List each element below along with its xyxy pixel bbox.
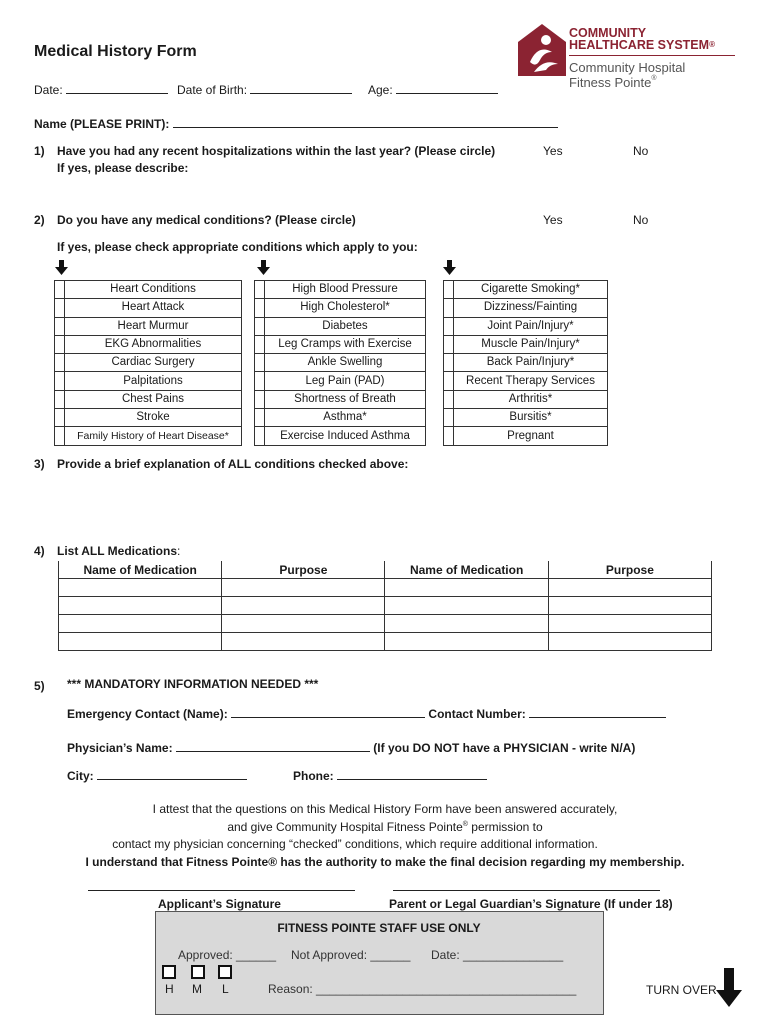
staff-date[interactable]: Date: _______________ [431, 948, 564, 962]
medications-cell[interactable] [548, 579, 711, 597]
q1-text: Have you had any recent hospitalizations within the last year? (Please circle) [57, 144, 496, 158]
condition-checkbox[interactable] [255, 281, 265, 299]
medications-cell[interactable] [222, 579, 385, 597]
medications-cell[interactable] [59, 579, 222, 597]
logo-line4: Fitness Pointe [569, 75, 652, 90]
logo-line2-wrap [569, 39, 715, 51]
date-input-line[interactable] [66, 82, 168, 94]
q5-mandatory: *** MANDATORY INFORMATION NEEDED *** [67, 677, 319, 691]
condition-label: Arthritis* [454, 390, 608, 408]
logo-mark-icon [516, 22, 568, 78]
q2-instruction: If yes, please check appropriate conditions which apply to you: [57, 240, 418, 254]
condition-row [55, 335, 242, 353]
physician-note: (If you DO NOT have a PHYSICIAN - write N/A) [373, 741, 636, 755]
condition-checkbox[interactable] [444, 372, 454, 390]
age-label: Age: [368, 83, 393, 97]
emergency-contact-label: Emergency Contact (Name): [67, 707, 228, 721]
condition-checkbox[interactable] [55, 299, 65, 317]
condition-label: Asthma* [265, 409, 426, 427]
condition-row [444, 427, 608, 445]
condition-row [255, 335, 426, 353]
staff-reason[interactable]: Reason: _______________________________________ [268, 982, 577, 996]
medications-row [59, 579, 712, 597]
condition-row [55, 427, 242, 445]
dob-field[interactable] [177, 82, 352, 97]
condition-checkbox[interactable] [444, 409, 454, 427]
condition-checkbox[interactable] [255, 317, 265, 335]
city-line[interactable] [97, 768, 247, 780]
attest-line-2b: permission to [467, 820, 543, 834]
checkbox-h-label: H [165, 982, 174, 996]
q3-text: Provide a brief explanation of ALL conditions checked above: [57, 457, 409, 471]
condition-label: High Cholesterol* [265, 299, 426, 317]
q1-followup: If yes, please describe: [57, 161, 189, 175]
condition-row [255, 281, 426, 299]
q4-title-wrap [57, 544, 180, 558]
turn-over-arrow-icon [716, 968, 742, 1008]
medications-row [59, 633, 712, 651]
condition-row [55, 390, 242, 408]
page-title: Medical History Form [34, 43, 197, 60]
condition-label: Diabetes [265, 317, 426, 335]
medications-header: Purpose [548, 561, 711, 579]
medications-cell[interactable] [548, 597, 711, 615]
condition-checkbox[interactable] [444, 335, 454, 353]
date-label: Date: [34, 83, 63, 97]
condition-checkbox[interactable] [55, 354, 65, 372]
condition-row [55, 299, 242, 317]
conditions-table-2 [254, 280, 426, 446]
city-field[interactable] [67, 768, 247, 783]
condition-label: Exercise Induced Asthma [265, 427, 426, 445]
condition-checkbox[interactable] [255, 335, 265, 353]
q1-number: 1) [34, 144, 45, 158]
condition-checkbox[interactable] [444, 390, 454, 408]
condition-row [255, 354, 426, 372]
condition-label: EKG Abnormalities [65, 335, 242, 353]
condition-checkbox[interactable] [255, 299, 265, 317]
condition-label: Joint Pain/Injury* [454, 317, 608, 335]
logo-line4-wrap [569, 75, 657, 90]
medications-cell[interactable] [59, 615, 222, 633]
age-input-line[interactable] [396, 82, 498, 94]
condition-checkbox[interactable] [444, 317, 454, 335]
condition-checkbox[interactable] [255, 409, 265, 427]
attest-line-2a: and give Community Hospital Fitness Pointe [227, 820, 463, 834]
condition-label: Cigarette Smoking* [454, 281, 608, 299]
logo-registered: ® [709, 40, 715, 49]
condition-checkbox[interactable] [55, 317, 65, 335]
dob-input-line[interactable] [250, 82, 352, 94]
condition-row [444, 335, 608, 353]
condition-row [255, 409, 426, 427]
condition-row [444, 390, 608, 408]
contact-number-label: Contact Number: [428, 707, 526, 721]
medications-row [59, 615, 712, 633]
checkbox-h[interactable] [162, 965, 176, 979]
medications-cell[interactable] [222, 597, 385, 615]
medications-cell[interactable] [548, 633, 711, 651]
condition-label: Recent Therapy Services [454, 372, 608, 390]
condition-label: Heart Attack [65, 299, 242, 317]
medications-cell[interactable] [385, 597, 548, 615]
condition-label: Leg Pain (PAD) [265, 372, 426, 390]
condition-checkbox[interactable] [255, 427, 265, 445]
condition-row [55, 317, 242, 335]
condition-row [444, 372, 608, 390]
medications-cell[interactable] [385, 633, 548, 651]
condition-checkbox[interactable] [55, 281, 65, 299]
condition-checkbox[interactable] [444, 299, 454, 317]
condition-row [255, 299, 426, 317]
q3-number: 3) [34, 457, 45, 471]
name-input-line[interactable] [173, 116, 558, 128]
q2-yes-option[interactable]: Yes [543, 213, 563, 227]
phone-field[interactable] [293, 768, 487, 783]
down-arrow-icon [55, 260, 69, 276]
dob-label: Date of Birth: [177, 83, 248, 97]
condition-label: High Blood Pressure [265, 281, 426, 299]
q2-text: Do you have any medical conditions? (Please circle) [57, 213, 356, 227]
condition-label: Back Pain/Injury* [454, 354, 608, 372]
condition-label: Cardiac Surgery [65, 354, 242, 372]
condition-label: Bursitis* [454, 409, 608, 427]
condition-label: Ankle Swelling [265, 354, 426, 372]
logo-line1: COMMUNITY [569, 26, 647, 40]
condition-checkbox[interactable] [255, 372, 265, 390]
logo-line3: Community Hospital [569, 60, 686, 75]
logo-divider [569, 55, 735, 56]
contact-number-line[interactable] [529, 706, 666, 718]
condition-checkbox[interactable] [55, 335, 65, 353]
condition-checkbox[interactable] [444, 427, 454, 445]
age-field[interactable] [368, 82, 498, 97]
staff-title: FITNESS POINTE STAFF USE ONLY [277, 921, 481, 935]
phone-line[interactable] [337, 768, 487, 780]
condition-row [55, 354, 242, 372]
medications-cell[interactable] [548, 615, 711, 633]
medications-cell[interactable] [222, 633, 385, 651]
turn-over-label: TURN OVER [646, 983, 717, 997]
down-arrow-icon [443, 260, 457, 276]
condition-label: Dizziness/Fainting [454, 299, 608, 317]
medications-cell[interactable] [385, 615, 548, 633]
medications-header-row [59, 561, 712, 579]
phone-label: Phone: [293, 769, 334, 783]
date-field[interactable] [34, 82, 168, 97]
condition-label: Chest Pains [65, 390, 242, 408]
checkbox-l[interactable] [218, 965, 232, 979]
condition-label: Heart Conditions [65, 281, 242, 299]
condition-label: Stroke [65, 409, 242, 427]
medications-cell[interactable] [385, 579, 548, 597]
emergency-contact-field[interactable] [67, 706, 666, 721]
condition-label: Leg Cramps with Exercise [265, 335, 426, 353]
guardian-signature-label: Parent or Legal Guardian’s Signature (If under 18) [389, 897, 673, 911]
condition-checkbox[interactable] [55, 372, 65, 390]
physician-label: Physician’s Name: [67, 741, 173, 755]
condition-checkbox[interactable] [255, 390, 265, 408]
condition-row [444, 409, 608, 427]
medications-cell[interactable] [59, 633, 222, 651]
checkbox-l-label: L [222, 982, 229, 996]
logo [516, 22, 746, 102]
condition-row [255, 372, 426, 390]
physician-field[interactable] [67, 740, 635, 755]
condition-row [55, 372, 242, 390]
conditions-table-1 [54, 280, 242, 446]
condition-checkbox[interactable] [444, 354, 454, 372]
attest-registered: ® [462, 821, 468, 828]
condition-label: Shortness of Breath [265, 390, 426, 408]
condition-label: Pregnant [454, 427, 608, 445]
q1-no-option[interactable]: No [633, 144, 649, 158]
condition-row [255, 427, 426, 445]
condition-checkbox[interactable] [55, 409, 65, 427]
name-label: Name (PLEASE PRINT): [34, 117, 170, 131]
attest-line-1: I attest that the questions on this Medical History Form have been answered accurately, [152, 802, 618, 816]
q5-number: 5) [34, 679, 45, 693]
condition-label: Muscle Pain/Injury* [454, 335, 608, 353]
staff-use-box [155, 911, 604, 1015]
name-field[interactable] [34, 116, 558, 131]
condition-row [255, 390, 426, 408]
condition-checkbox[interactable] [255, 354, 265, 372]
applicant-signature-line[interactable] [88, 890, 355, 891]
medications-cell[interactable] [222, 615, 385, 633]
condition-row [55, 281, 242, 299]
condition-row [255, 317, 426, 335]
medications-header: Name of Medication [59, 561, 222, 579]
medications-table [58, 561, 712, 651]
conditions-table-3 [443, 280, 608, 446]
condition-row [444, 281, 608, 299]
medications-cell[interactable] [59, 597, 222, 615]
condition-checkbox[interactable] [444, 281, 454, 299]
checkbox-m[interactable] [191, 965, 205, 979]
q4-text: List ALL Medications [57, 544, 178, 558]
condition-label: Heart Murmur [65, 317, 242, 335]
q4-colon: : [177, 544, 181, 558]
medications-header: Purpose [222, 561, 385, 579]
condition-checkbox[interactable] [55, 427, 65, 445]
physician-line[interactable] [176, 740, 370, 752]
attest-line-4: I understand that Fitness Pointe® has the authority to make the final decision regarding my membership. [85, 855, 685, 869]
q2-no-option[interactable]: No [633, 213, 649, 227]
emergency-contact-line[interactable] [231, 706, 425, 718]
down-arrow-icon [257, 260, 271, 276]
q2-number: 2) [34, 213, 45, 227]
condition-label: Family History of Heart Disease* [65, 427, 242, 445]
condition-label: Palpitations [65, 372, 242, 390]
staff-not-approved[interactable]: Not Approved: ______ [291, 948, 411, 962]
applicant-signature-label: Applicant’s Signature [158, 897, 281, 911]
attest-line-3: contact my physician concerning “checked” conditions, which require additional information. [112, 837, 598, 851]
checkbox-m-label: M [192, 982, 202, 996]
attest-line-2 [0, 820, 770, 834]
logo-tm: ® [651, 75, 657, 82]
condition-row [444, 317, 608, 335]
logo-line2: HEALTHCARE SYSTEM [569, 38, 710, 52]
city-label: City: [67, 769, 94, 783]
condition-row [444, 299, 608, 317]
condition-checkbox[interactable] [55, 390, 65, 408]
q1-yes-option[interactable]: Yes [543, 144, 563, 158]
condition-row [444, 354, 608, 372]
q4-number: 4) [34, 544, 45, 558]
staff-approved[interactable]: Approved: ______ [178, 948, 277, 962]
condition-row [55, 409, 242, 427]
medications-header: Name of Medication [385, 561, 548, 579]
guardian-signature-line[interactable] [393, 890, 660, 891]
medications-row [59, 597, 712, 615]
